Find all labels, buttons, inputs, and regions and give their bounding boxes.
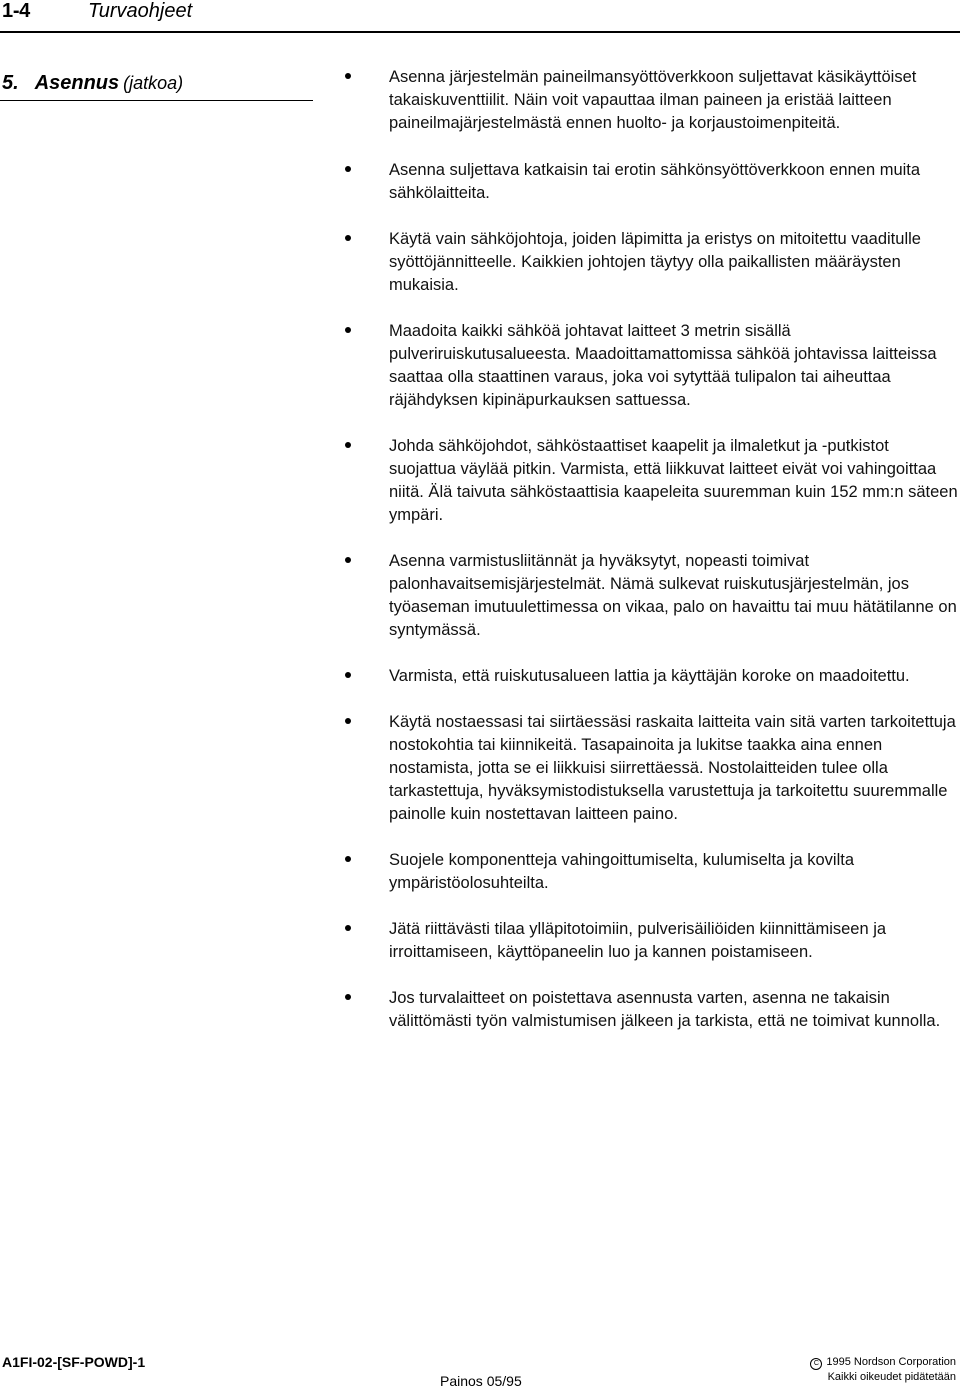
list-item [0, 711, 960, 826]
safety-bullet-list [0, 66, 960, 1033]
bullet-text: Maadoita kaikki sähköä johtavat laitteet 3 metrin sisällä pulveriruiskutusalueesta. Maadoittamattomissa sähköä johtavissa laitteissa saattaa olla staattinen varaus, joka voi sytyttää tulipalon tai aiheuttaa räjähdyksen kipinäpurkauksen sattuessa. [389, 322, 937, 409]
list-item [0, 320, 960, 412]
bullet-icon [345, 925, 351, 931]
copyright-text: 1995 Nordson Corporation [826, 1356, 956, 1368]
page-number: 1-4 [2, 0, 31, 22]
section-continuation: (jatkoa) [123, 73, 184, 93]
copyright-notice [810, 1355, 956, 1384]
document-code: A1FI-02-[SF-POWD]-1 [2, 1354, 146, 1370]
bullet-text: Suojele komponentteja vahingoittumiselta, kulumiselta ja kovilta ympäristöolosuhteilta. [389, 851, 855, 892]
bullet-text: Käytä vain sähköjohtoja, joiden läpimitta ja eristys on mitoitettu vaaditulle syöttöjännitteelle. Kaikkien johtojen täytyy olla paikallisten määräysten mukaisia. [389, 230, 921, 294]
bullet-icon [345, 166, 351, 172]
edition-label: Painos 05/95 [440, 1373, 522, 1389]
bullet-text: Jätä riittävästi tilaa ylläpitotoimiin, pulverisäiliöiden kiinnittämiseen ja irroittamiseen, käyttöpaneelin luo ja kannen poistamiseen. [389, 920, 887, 961]
bullet-text: Varmista, että ruiskutusalueen lattia ja käyttäjän koroke on maadoitettu. [389, 667, 910, 685]
bullet-text: Jos turvalaitteet on poistettava asennusta varten, asenna ne takaisin välittömästi työn valmistumisen jälkeen ja tarkista, että ne toimivat kunnolla. [389, 989, 941, 1030]
list-item [0, 66, 960, 135]
list-item [0, 918, 960, 964]
copyright-line-1 [810, 1355, 956, 1370]
copyright-line-2: Kaikki oikeudet pidätetään [827, 1371, 956, 1383]
bullet-icon [345, 718, 351, 724]
bullet-text: Asenna varmistusliitännät ja hyväksytyt, nopeasti toimivat palonhavaitsemisjärjestelmät. Nämä sulkevat ruiskutusjärjestelmän, jos työaseman imutuulettimessa on vikaa, palo on havaittu tai muu hätätilanne on syntymässä. [389, 552, 957, 639]
list-item [0, 987, 960, 1033]
header-rule [0, 31, 960, 33]
copyright-icon: C [810, 1358, 822, 1370]
page-footer [0, 1350, 960, 1388]
list-item [0, 849, 960, 895]
bullet-icon [345, 856, 351, 862]
bullet-icon [345, 672, 351, 678]
list-item [0, 665, 960, 688]
bullet-icon [345, 327, 351, 333]
list-item [0, 550, 960, 642]
list-item [0, 435, 960, 527]
bullet-text: Asenna suljettava katkaisin tai erotin sähkönsyöttöverkkoon ennen muita sähkölaitteita. [389, 161, 921, 202]
bullet-text: Asenna järjestelmän paineilmansyöttöverkkoon suljettavat käsikäyttöiset takaiskuventtiilit. Näin voit vapauttaa ilman paineen ja eristää laitteen paineilmajärjestelmästä ennen huolto- ja korjaustoimenpiteitä. [389, 68, 917, 132]
bullet-icon [345, 994, 351, 1000]
section-number: 5. [2, 72, 19, 94]
manual-title: Turvaohjeet [88, 0, 193, 22]
list-item [0, 159, 960, 205]
bullet-icon [345, 557, 351, 563]
bullet-text: Johda sähköjohdot, sähköstaattiset kaapelit ja ilmaletkut ja -putkistot suojattua väylää pitkin. Varmista, että liikkuvat laitteet eivät voi vahingoittaa niitä. Älä taivuta sähköstaattisia kaapeleita suuremman kuin 152 mm:n säteen ympäri. [389, 437, 958, 524]
page-header [0, 0, 960, 36]
bullet-text: Käytä nostaessasi tai siirtäessäsi raskaita laitteita vain sitä varten tarkoitettuja nostokohtia tai kiinnikeitä. Tasapainoita ja lukitse taakka aina ennen nostamista, jotta se ei liikkuisi siirrettäessä. Nostolaitteiden tulee olla tarkastettuja, hyväksymistodistuksella varustettuja ja tarkoitettu suuremmalle painolle kuin nostettavan laitteen paino. [389, 713, 956, 823]
bullet-icon [345, 73, 351, 79]
section-name: Asennus [34, 72, 120, 94]
bullet-icon [345, 235, 351, 241]
bullet-icon [345, 442, 351, 448]
list-item [0, 228, 960, 297]
